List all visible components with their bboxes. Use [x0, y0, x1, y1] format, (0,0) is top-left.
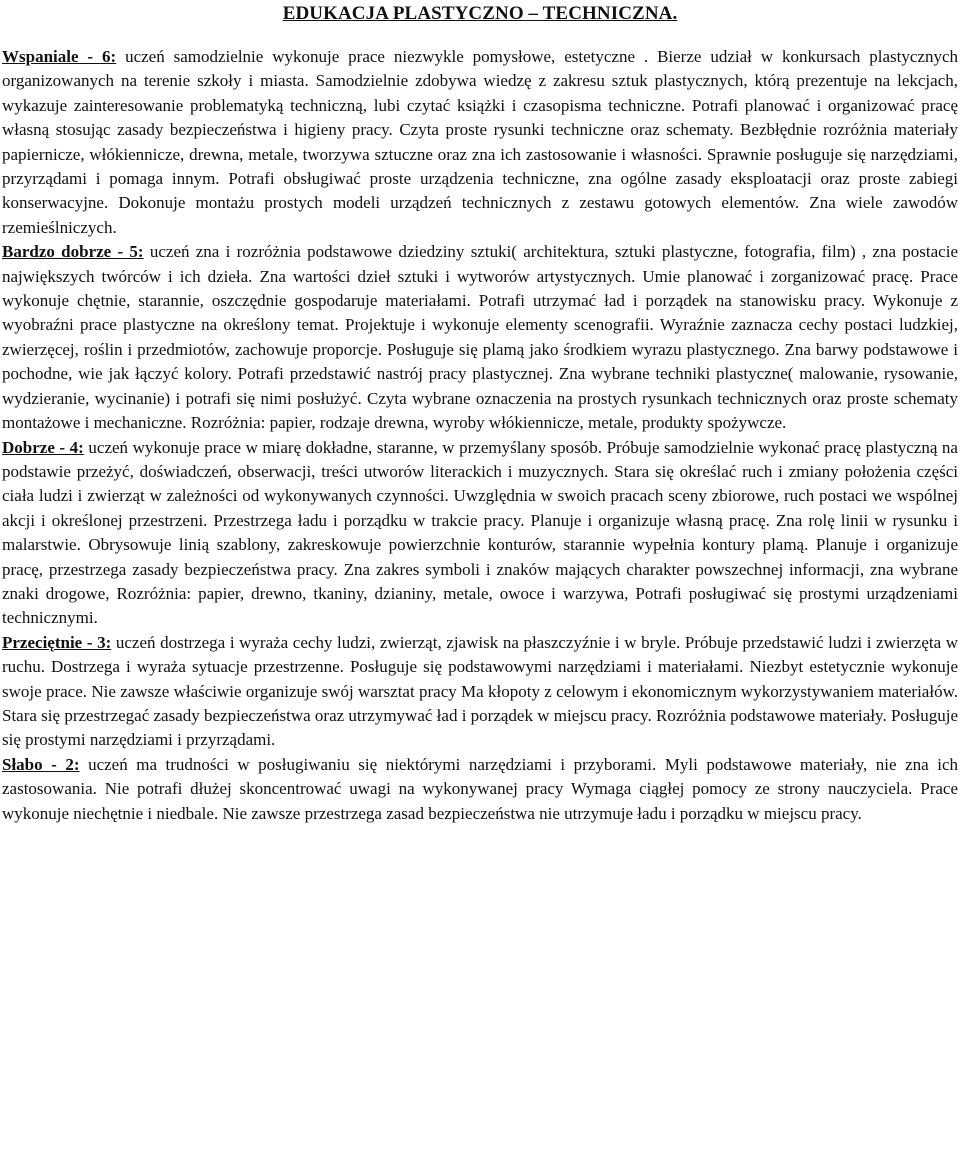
grade-6-text: uczeń samodzielnie wykonuje prace niezwykle pomysłowe, estetyczne . Bierze udział w konkursach plastycznych organizowanych na terenie szkoły i miasta. Samodzielnie zdobywa wiedzę z zakresu sztuk plastycznych, którą prezentuje na lekcjach, wykazuje zainteresowanie problematyką techniczną, lubi czytać książki i czasopisma techniczne. Potrafi planować i organizować pracę własną stosując zasady bezpieczeństwa i higieny pracy. Czyta proste rysunki techniczne oraz schematy. Bezbłędnie rozróżnia materiały papiernicze, włókiennicze, drewna, metale, tworzywa sztuczne oraz zna ich zastosowanie i własności. Sprawnie posługuje się narzędziami, przyrządami i pomaga innym. Potrafi obsługiwać proste urządzenia techniczne, zna ogólne zasady eksploatacji oraz proste zabiegi konserwacyjne. Dokonuje montażu prostych modeli urządzeń technicznych z zestawu gotowych elementów. Zna wiele zawodów rzemieślniczych. — [2, 47, 958, 237]
grade-5-label: Bardzo dobrze - 5: — [2, 242, 144, 262]
grade-2-label: Słabo - 2: — [2, 754, 80, 774]
grade-5-paragraph — [2, 240, 958, 435]
document-title: EDUKACJA PLASTYCZNO – TECHNICZNA. — [282, 3, 678, 24]
grade-3-paragraph — [2, 631, 958, 753]
grade-3-label: Przeciętnie - 3: — [2, 632, 112, 652]
grade-2-paragraph — [2, 753, 958, 826]
grade-4-text: uczeń wykonuje prace w miarę dokładne, staranne, w przemyślany sposób. Próbuje samodzielnie wykonać pracę plastyczną na podstawie przeżyć, doświadczeń, obserwacji, treści utworów literackich i muzycznych. Stara się określać ruch i zmiany położenia części ciała ludzi i zwierząt w zależności od wykonywanych czynności. Uwzględnia w swoich pracach sceny zbiorowe, ruch postaci we wspólnej akcji i określonej przestrzeni. Przestrzega ładu i porządku w trakcie pracy. Planuje i organizuje własną pracę. Zna rolę linii w rysunku i malarstwie. Obrysowuje linią szablony, zakreskowuje powierzchnie konturów, starannie wypełnia kontury plamą. Planuje i organizuje pracę, przestrzega zasady bezpieczeństwa pracy. Zna zakres symboli i znaków mających charakter powszechnej informacji, zna wybrane znaki drogowe, Rozróżnia: papier, drewno, tkaniny, dzianiny, metale, owoce i warzywa, Potrafi posługiwać się prostymi urządzeniami technicznymi. — [2, 437, 958, 628]
grade-5-text: uczeń zna i rozróżnia podstawowe dziedziny sztuki( architektura, sztuki plastyczne, fotografia, film) , zna postacie największych twórców i ich dzieła. Zna wartości dzieł sztuki i wytworów artystycznych. Umie planować i zorganizować pracę. Prace wykonuje chętnie, starannie, oszczędnie gospodaruje materiałami. Potrafi utrzymać ład i porządek na stanowisku pracy. Wykonuje z wyobraźni prace plastyczne na określony temat. Projektuje i wykonuje elementy scenografii. Wyraźnie zaznacza cechy postaci ludzkiej, zwierzęcej, roślin i przedmiotów, zachowuje proporcje. Posługuje się plamą jako środkiem wyrazu plastycznego. Zna barwy podstawowe i pochodne, wie jak łączyć kolory. Potrafi przedstawić nastrój pracy plastycznej. Zna wybrane techniki plastyczne( malowanie, rysowanie, wydzieranie, wycinanie) i potrafi się nimi posłużyć. Czyta wybrane oznaczenia na prostych rysunkach technicznych oraz proste schematy montażowe i mechaniczne. Rozróżnia: papier, rodzaje drewna, wyroby włókiennicze, metale, produkty spożywcze. — [2, 242, 958, 433]
grade-4-paragraph — [2, 436, 958, 631]
grade-3-text: uczeń dostrzega i wyraża cechy ludzi, zwierząt, zjawisk na płaszczyźnie i w bryle. Próbuje przedstawić ludzi i zwierzęta w ruchu. Dostrzega i wyraża sytuacje przestrzenne. Posługuje się podstawowymi narzędziami i materiałami. Niezbyt estetycznie wykonuje swoje prace. Nie zawsze właściwie organizuje swój warsztat pracy Ma kłopoty z celowym i ekonomicznym wykorzystywaniem materiałów. Stara się przestrzegać zasady bezpieczeństwa oraz utrzymywać ład i porządek w miejscu pracy. Rozróżnia podstawowe materiały. Posługuje się prostymi narzędziami i przyrządami. — [2, 632, 959, 750]
grade-4-label: Dobrze - 4: — [2, 437, 84, 457]
grade-6-paragraph — [2, 45, 958, 240]
grade-2-text: uczeń ma trudności w posługiwaniu się niektórymi narzędziami i przyborami. Myli podstawowe materiały, nie zna ich zastosowania. Nie potrafi dłużej skoncentrować uwagi na wykonywanej pracy Wymaga ciągłej pomocy ze strony nauczyciela. Prace wykonuje niechętnie i niedbale. Nie zawsze przestrzega zasad bezpieczeństwa nie utrzymuje ładu i porządku w miejscu pracy. — [2, 754, 958, 823]
grade-6-label: Wspaniale - 6: — [2, 47, 117, 66]
